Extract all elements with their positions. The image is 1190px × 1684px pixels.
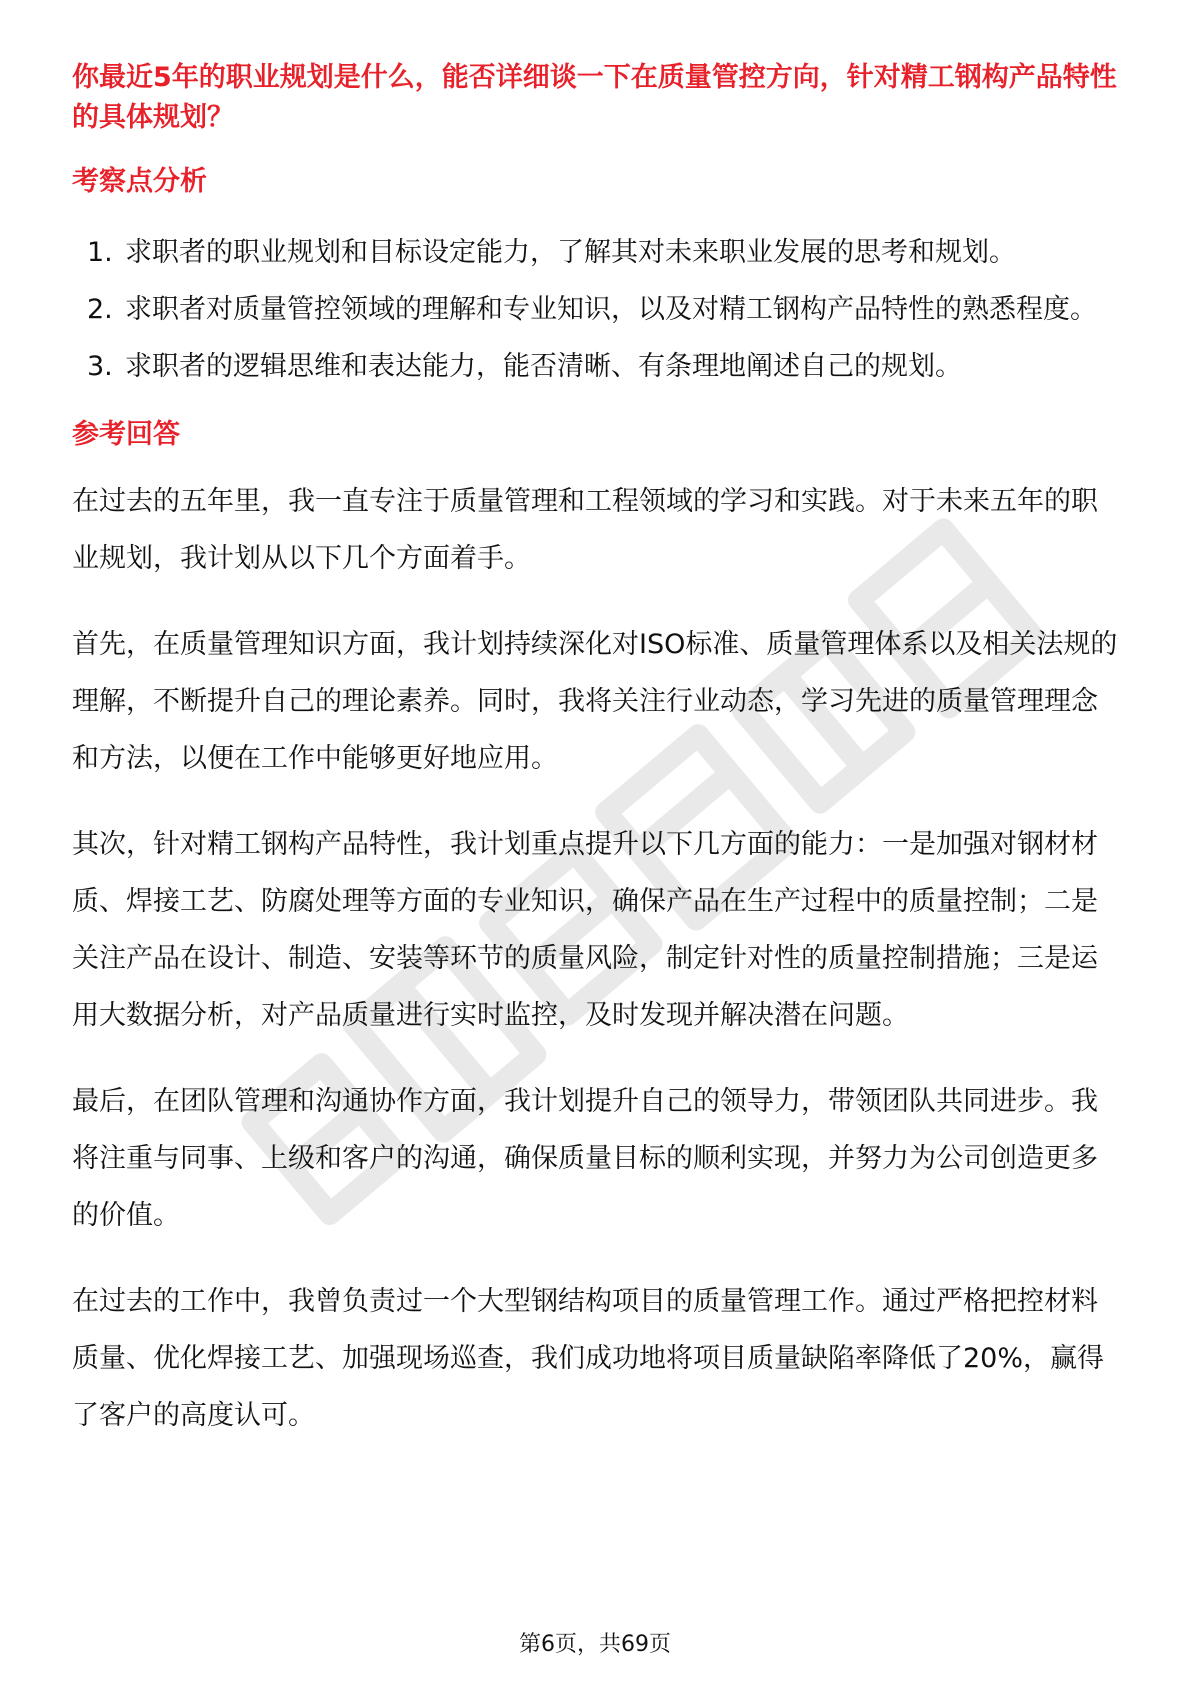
analysis-section-title: 考察点分析 <box>72 166 207 197</box>
analysis-point <box>72 224 1122 281</box>
list-number: 3. <box>87 351 113 382</box>
analysis-point <box>72 338 1122 395</box>
analysis-point-text: 求职者对质量管控领域的理解和专业知识，以及对精工钢构产品特性的熟悉程度。 <box>125 294 1097 325</box>
document-body <box>72 58 1122 1473</box>
answer-paragraph: 其次，针对精工钢构产品特性，我计划重点提升以下几方面的能力：一是加强对钢材材质、焊接工艺、防腐处理等方面的专业知识，确保产品在生产过程中的质量控制；二是关注产品在设计、制造、安装等环节的质量风险，制定针对性的质量控制措施；三是运用大数据分析，对产品质量进行实时监控，及时发现并解决潜在问题。 <box>72 829 1098 1031</box>
answer-paragraph: 在过去的工作中，我曾负责过一个大型钢结构项目的质量管理工作。通过严格把控材料质量、优化焊接工艺、加强现场巡查，我们成功地将项目质量缺陷率降低了20%，赢得了客户的高度认可。 <box>72 1286 1105 1431</box>
answer-paragraph: 最后，在团队管理和沟通协作方面，我计划提升自己的领导力，带领团队共同进步。我将注重与同事、上级和客户的沟通，确保质量目标的顺利实现，并努力为公司创造更多的价值。 <box>72 1086 1098 1231</box>
answer-section-title: 参考回答 <box>72 419 180 450</box>
analysis-point <box>72 281 1122 338</box>
analysis-point-text: 求职者的职业规划和目标设定能力，了解其对未来职业发展的思考和规划。 <box>125 237 1016 268</box>
page-footer: 第6页，共69页 <box>519 1632 671 1657</box>
answer-paragraph: 首先，在质量管理知识方面，我计划持续深化对ISO标准、质量管理体系以及相关法规的理解，不断提升自己的理论素养。同时，我将关注行业动态，学习先进的质量管理理念和方法，以便在工作中能够更好地应用。 <box>72 629 1118 774</box>
question-heading: 你最近5年的职业规划是什么，能否详细谈一下在质量管控方向，针对精工钢构产品特性的具体规划？ <box>72 62 1117 133</box>
answer-paragraph: 在过去的五年里，我一直专注于质量管理和工程领域的学习和实践。对于未来五年的职业规划，我计划从以下几个方面着手。 <box>72 486 1098 574</box>
list-number: 1. <box>87 237 113 268</box>
analysis-point-text: 求职者的逻辑思维和表达能力，能否清晰、有条理地阐述自己的规划。 <box>125 351 962 382</box>
analysis-points-list <box>72 224 1122 395</box>
list-number: 2. <box>87 294 113 325</box>
